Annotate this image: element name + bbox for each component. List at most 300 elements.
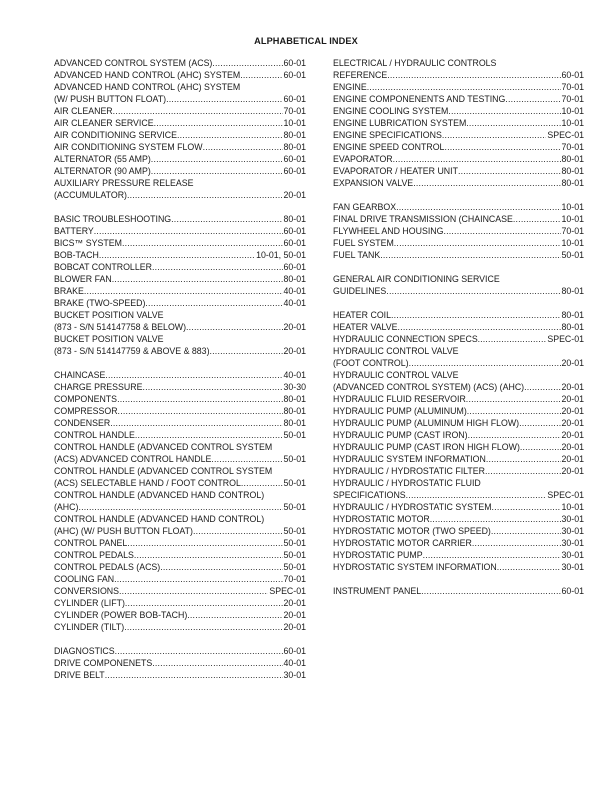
index-entry (333, 93, 584, 105)
dot-leader (393, 153, 561, 165)
index-entry (333, 441, 584, 453)
entry-page: 50-01 (283, 430, 306, 440)
index-entry (54, 321, 306, 333)
entry-page: 50-01 (283, 502, 306, 512)
dot-leader (444, 141, 560, 153)
dot-leader (151, 153, 283, 165)
entry-text: DRIVE BELT (54, 670, 105, 680)
index-entry (54, 393, 306, 405)
entry-page: 20-01 (283, 610, 306, 620)
entry-page: 40-01 (283, 370, 306, 380)
index-spacer (333, 261, 584, 273)
entry-page: 40-01 (283, 298, 306, 308)
entry-text: CONDENSER (54, 418, 111, 428)
index-entry (54, 369, 306, 381)
entry-text: EXPANSION VALVE (333, 178, 414, 188)
entry-page: 30-01 (561, 526, 584, 536)
dot-leader (396, 201, 560, 213)
index-entry (54, 93, 306, 105)
dot-leader (241, 477, 283, 489)
dot-leader (151, 165, 283, 177)
entry-page: 50-01 (561, 250, 584, 260)
entry-text: ENGINE LUBRICATION SYSTEM (333, 118, 467, 128)
index-entry (54, 549, 306, 561)
entry-page: 70-01 (283, 106, 306, 116)
entry-text: ENGINE SPECIFICATIONS (333, 130, 442, 140)
entry-text: ENGINE SPEED CONTROL (333, 142, 445, 152)
entry-page: 20-01 (561, 442, 584, 452)
index-entry (333, 237, 584, 249)
dot-leader (380, 249, 560, 261)
entry-page: 30-01 (561, 562, 584, 572)
entry-page: 30-01 (561, 550, 584, 560)
index-entry (54, 57, 306, 69)
entry-text: (873 - S/N 514147759 & ABOVE & 883) (54, 346, 210, 356)
entry-page: 20-01 (561, 466, 584, 476)
index-entry (333, 417, 584, 429)
dot-leader (391, 309, 560, 321)
index-entry (333, 141, 584, 153)
entry-page: 80-01 (283, 142, 306, 152)
entry-text: (ACCUMULATOR) (54, 190, 127, 200)
index-entry (333, 489, 584, 501)
dot-leader (84, 285, 283, 297)
index-entry (54, 597, 306, 609)
entry-page: 80-01 (561, 178, 584, 188)
dot-leader (430, 513, 561, 525)
index-entry-heading (54, 441, 306, 453)
index-entry-heading (333, 369, 584, 381)
index-column-left (54, 57, 306, 681)
entry-page: 10-01 (561, 214, 584, 224)
entry-page: 80-01 (283, 406, 306, 416)
index-entry (54, 141, 306, 153)
entry-text: AIR CLEANER (54, 106, 113, 116)
entry-text: HYDROSTATIC PUMP (333, 550, 423, 560)
entry-page: 10-01 (561, 502, 584, 512)
index-entry (54, 237, 306, 249)
entry-text: ENGINE COMPONENENTS AND TESTING (333, 94, 506, 104)
index-entry (333, 501, 584, 513)
entry-text: FLYWHEEL AND HOUSING (333, 226, 444, 236)
entry-page: 70-01 (561, 226, 584, 236)
entry-text: ALTERNATOR (90 AMP) (54, 166, 151, 176)
entry-page: 60-01 (283, 226, 306, 236)
index-entry (333, 465, 584, 477)
entry-text: DIAGNOSTICS (54, 646, 115, 656)
entry-text: CONTROL HANDLE (54, 430, 135, 440)
index-entry (333, 69, 584, 81)
dot-leader (127, 189, 283, 201)
entry-page: 80-01 (283, 394, 306, 404)
dot-leader (386, 285, 560, 297)
index-entry (333, 585, 584, 597)
index-entry (333, 177, 584, 189)
entry-page: 70-01 (561, 94, 584, 104)
entry-text: ENGINE (333, 82, 367, 92)
entry-page: 80-01 (561, 154, 584, 164)
entry-text: GUIDELINES (333, 286, 387, 296)
entry-text: HEATER VALVE (333, 322, 398, 332)
dot-leader (398, 321, 561, 333)
entry-text: FINAL DRIVE TRANSMISSION (CHAINCASE (333, 214, 513, 224)
entry-page: 80-01 (561, 310, 584, 320)
index-entry (54, 129, 306, 141)
index-entry (333, 405, 584, 417)
entry-text: HYDRAULIC / HYDROSTATIC FLUID (333, 478, 481, 488)
entry-text: CYLINDER (LIFT) (54, 598, 125, 608)
index-entry (333, 201, 584, 213)
dot-leader (409, 357, 561, 369)
dot-leader (99, 249, 255, 261)
index-entry (54, 537, 306, 549)
index-entry (54, 225, 306, 237)
index-entry (333, 225, 584, 237)
entry-text: (W/ PUSH BUTTON FLOAT) (54, 94, 167, 104)
entry-text: ADVANCED HAND CONTROL (AHC) SYSTEM (54, 82, 241, 92)
entry-text: ADVANCED HAND CONTROL (AHC) SYSTEM (54, 70, 241, 80)
entry-text: HEATER COIL (333, 310, 392, 320)
index-entry (54, 645, 306, 657)
index-entry (54, 561, 306, 573)
index-entry (333, 153, 584, 165)
index-entry (54, 249, 306, 261)
entry-text: CONTROL PEDALS (ACS) (54, 562, 161, 572)
index-entry (54, 669, 306, 681)
dot-leader (105, 669, 283, 681)
dot-leader (112, 273, 283, 285)
entry-text: HYDROSTATIC MOTOR CARRIER (333, 538, 472, 548)
dot-leader (472, 537, 561, 549)
entry-text: HYDRAULIC PUMP (ALUMINUM HIGH FLOW) (333, 418, 520, 428)
index-entry (54, 453, 306, 465)
entry-page: 60-01 (283, 166, 306, 176)
entry-text: BRAKE (54, 286, 84, 296)
entry-page: 20-01 (561, 418, 584, 428)
dot-leader (211, 453, 282, 465)
index-entry (333, 309, 584, 321)
entry-text: EVAPORATOR (333, 154, 393, 164)
dot-leader (520, 441, 561, 453)
index-entry (54, 297, 306, 309)
dot-leader (491, 525, 561, 537)
entry-text: AIR CLEANER SERVICE (54, 118, 154, 128)
entry-text: BATTERY (54, 226, 94, 236)
entry-page: 10-01 (561, 118, 584, 128)
entry-text: CONTROL HANDLE (ADVANCED CONTROL SYSTEM (54, 442, 273, 452)
dot-leader (113, 105, 283, 117)
entry-text: FUEL TANK (333, 250, 381, 260)
dot-leader (423, 549, 561, 561)
dot-leader (406, 489, 547, 501)
index-entry-heading (333, 57, 584, 69)
entry-page: 20-01 (561, 382, 584, 392)
dot-leader (413, 177, 560, 189)
entry-text: HYDRAULIC CONTROL VALVE (333, 346, 459, 356)
entry-page: 10-01 (561, 202, 584, 212)
dot-leader (468, 429, 561, 441)
dot-leader (485, 465, 560, 477)
index-entry (333, 129, 584, 141)
entry-text: BUCKET POSITION VALVE (54, 334, 164, 344)
entry-page: 30-01 (561, 538, 584, 548)
entry-page: 10-01 (561, 238, 584, 248)
index-entry (333, 285, 584, 297)
entry-text: GENERAL AIR CONDITIONING SERVICE (333, 274, 500, 284)
index-spacer (54, 357, 306, 369)
entry-text: BLOWER FAN (54, 274, 112, 284)
index-entry-heading (333, 273, 584, 285)
dot-leader (466, 117, 560, 129)
entry-page: 20-01 (561, 406, 584, 416)
entry-text: BICS™ SYSTEM (54, 238, 122, 248)
dot-leader (193, 525, 283, 537)
index-entry (54, 285, 306, 297)
entry-page: 20-01 (283, 622, 306, 632)
index-spacer (333, 573, 584, 585)
entry-text: HYDRAULIC / HYDROSTATIC SYSTEM (333, 502, 492, 512)
entry-page: 50-01 (283, 538, 306, 548)
entry-page: 50-01 (283, 550, 306, 560)
entry-text: HYDRAULIC PUMP (CAST IRON) (333, 430, 468, 440)
entry-page: SPEC-01 (547, 490, 584, 500)
entry-text: HYDRAULIC / HYDROSTATIC FILTER (333, 466, 486, 476)
entry-page: 20-01 (283, 322, 306, 332)
index-entry-heading (54, 513, 306, 525)
entry-page: SPEC-01 (547, 130, 584, 140)
entry-text: HYDRAULIC CONNECTION SPECS. (333, 334, 481, 344)
entry-page: 10-01, 50-01 (256, 250, 306, 260)
entry-text: HYDRAULIC CONTROL VALVE (333, 370, 459, 380)
entry-page: 60-01 (283, 58, 306, 68)
entry-page: 60-01 (283, 238, 306, 248)
dot-leader (505, 93, 560, 105)
entry-text: FAN GEARBOX (333, 202, 397, 212)
index-entry (54, 345, 306, 357)
entry-page: 50-01 (283, 454, 306, 464)
entry-page: 20-01 (283, 346, 306, 356)
index-entry (54, 573, 306, 585)
entry-page: 70-01 (283, 574, 306, 584)
entry-page: 80-01 (283, 214, 306, 224)
index-entry (54, 165, 306, 177)
dot-leader (492, 501, 561, 513)
dot-leader (421, 585, 560, 597)
index-entry (54, 69, 306, 81)
index-entry-heading (54, 489, 306, 501)
dot-leader (78, 501, 282, 513)
entry-page: 60-01 (561, 70, 584, 80)
index-entry-heading (54, 81, 306, 93)
dot-leader (142, 381, 282, 393)
entry-text: CONTROL PEDALS (54, 550, 134, 560)
entry-text: CONTROL HANDLE (ADVANCED CONTROL SYSTEM (54, 466, 273, 476)
entry-text: HYDROSTATIC SYSTEM INFORMATION (333, 562, 497, 572)
index-entry (333, 525, 584, 537)
dot-leader (387, 69, 560, 81)
entry-text: AIR CONDITIONING SYSTEM FLOW (54, 142, 203, 152)
dot-leader (115, 645, 283, 657)
index-entry (333, 105, 584, 117)
entry-text: COOLING FAN (54, 574, 115, 584)
dot-leader (94, 225, 283, 237)
entry-text: HYDRAULIC SYSTEM INFORMATION (333, 454, 486, 464)
dot-leader (118, 405, 283, 417)
entry-page: 50-01 (283, 562, 306, 572)
dot-leader (114, 573, 282, 585)
dot-leader (240, 69, 282, 81)
dot-leader (458, 165, 561, 177)
dot-leader (110, 417, 282, 429)
index-entry (333, 393, 584, 405)
dot-leader (135, 429, 283, 441)
entry-text: COMPONENTS (54, 394, 118, 404)
entry-text: REFERENCE (333, 70, 388, 80)
entry-text: BUCKET POSITION VALVE (54, 310, 164, 320)
dot-leader (125, 597, 283, 609)
entry-text: BRAKE (TWO-SPEED) (54, 298, 146, 308)
entry-text: CHARGE PRESSURE (54, 382, 143, 392)
dot-leader (152, 657, 282, 669)
entry-page: 20-01 (561, 430, 584, 440)
dot-leader (187, 609, 282, 621)
dot-leader (124, 621, 282, 633)
index-entry (333, 429, 584, 441)
dot-leader (105, 369, 282, 381)
entry-text: ALTERNATOR (55 AMP) (54, 154, 151, 164)
index-entry (54, 417, 306, 429)
index-entry (54, 261, 306, 273)
dot-leader (166, 93, 282, 105)
index-entry (333, 249, 584, 261)
entry-text: BOB-TACH (54, 250, 99, 260)
index-entry (54, 501, 306, 513)
dot-leader (171, 213, 282, 225)
entry-page: 60-01 (283, 70, 306, 80)
index-entry (333, 537, 584, 549)
entry-page: 50-01 (283, 478, 306, 488)
dot-leader (127, 537, 282, 549)
index-entry (333, 333, 584, 345)
index-entry (333, 561, 584, 573)
entry-text: INSTRUMENT PANEL (333, 586, 422, 596)
index-entry-heading (333, 345, 584, 357)
entry-text: CONTROL PANEL (54, 538, 128, 548)
entry-text: (AHC) (W/ PUSH BUTTON FLOAT) (54, 526, 193, 536)
entry-page: 20-01 (561, 454, 584, 464)
dot-leader (467, 405, 561, 417)
entry-page: 70-01 (561, 142, 584, 152)
entry-text: (873 - S/N 514147758 & BELOW) (54, 322, 187, 332)
index-entry (54, 609, 306, 621)
index-entry (54, 189, 306, 201)
dot-leader (480, 333, 546, 345)
entry-text: ADVANCED CONTROL SYSTEM (ACS) (54, 58, 213, 68)
dot-leader (203, 141, 283, 153)
index-entry (54, 525, 306, 537)
entry-page: 60-01 (283, 154, 306, 164)
index-spacer (54, 633, 306, 645)
entry-text: CONTROL HANDLE (ADVANCED HAND CONTROL) (54, 490, 265, 500)
entry-text: HYDRAULIC PUMP (ALUMINUM) (333, 406, 467, 416)
entry-text: COMPRESSOR (54, 406, 118, 416)
dot-leader (443, 225, 560, 237)
entry-text: DRIVE COMPONENETS (54, 658, 153, 668)
entry-text: (ACS) SELECTABLE HAND / FOOT CONTROL (54, 478, 241, 488)
index-entry (54, 621, 306, 633)
entry-page: 80-01 (283, 130, 306, 140)
index-entry (54, 477, 306, 489)
entry-page: 80-01 (561, 322, 584, 332)
dot-leader (145, 297, 282, 309)
dot-leader (210, 345, 283, 357)
page-title: ALPHABETICAL INDEX (254, 36, 358, 46)
entry-text: ELECTRICAL / HYDRAULIC CONTROLS (333, 58, 497, 68)
dot-leader (212, 57, 282, 69)
entry-page: 30-30 (283, 382, 306, 392)
entry-page: 40-01 (283, 658, 306, 668)
entry-page: 70-01 (561, 82, 584, 92)
dot-leader (367, 81, 561, 93)
index-entry-heading (333, 477, 584, 489)
entry-text: AIR CONDITIONING SERVICE (54, 130, 178, 140)
entry-text: EVAPORATOR / HEATER UNIT (333, 166, 458, 176)
entry-page: 60-01 (283, 262, 306, 272)
entry-text: CONTROL HANDLE (ADVANCED HAND CONTROL) (54, 514, 265, 524)
dot-leader (152, 261, 283, 273)
dot-leader (394, 237, 561, 249)
index-entry (333, 165, 584, 177)
index-entry (54, 429, 306, 441)
index-spacer (333, 189, 584, 201)
dot-leader (442, 129, 546, 141)
entry-text: (ACS) ADVANCED CONTROL HANDLE (54, 454, 212, 464)
index-entry-heading (54, 465, 306, 477)
index-entry (54, 381, 306, 393)
entry-page: SPEC-01 (547, 334, 584, 344)
entry-page: 40-01 (283, 286, 306, 296)
entry-page: 20-01 (283, 190, 306, 200)
dot-leader (186, 321, 282, 333)
entry-text: SPECIFICATIONS (333, 490, 406, 500)
index-entry (54, 213, 306, 225)
dot-leader (154, 117, 283, 129)
entry-page: 20-01 (561, 358, 584, 368)
entry-text: HYDROSTATIC MOTOR (TWO SPEED) (333, 526, 491, 536)
entry-text: CHAINCASE (54, 370, 106, 380)
dot-leader (177, 129, 282, 141)
entry-text: AUXILIARY PRESSURE RELEASE (54, 178, 194, 188)
entry-page: 10-01 (561, 106, 584, 116)
entry-page: 20-01 (561, 394, 584, 404)
dot-leader (448, 105, 560, 117)
entry-text: CYLINDER (TILT) (54, 622, 125, 632)
index-entry (54, 657, 306, 669)
entry-page: 80-01 (283, 418, 306, 428)
index-entry (54, 585, 306, 597)
entry-page: 10-01 (283, 118, 306, 128)
entry-text: (ADVANCED CONTROL SYSTEM) (ACS) (AHC) (333, 382, 525, 392)
index-entry (54, 153, 306, 165)
index-column-right (333, 57, 584, 597)
dot-leader (466, 393, 561, 405)
index-entry-heading (54, 309, 306, 321)
entry-text: (FOOT CONTROL) (333, 358, 409, 368)
index-spacer (54, 201, 306, 213)
index-entry (54, 405, 306, 417)
entry-page: 60-01 (561, 586, 584, 596)
dot-leader (117, 393, 282, 405)
